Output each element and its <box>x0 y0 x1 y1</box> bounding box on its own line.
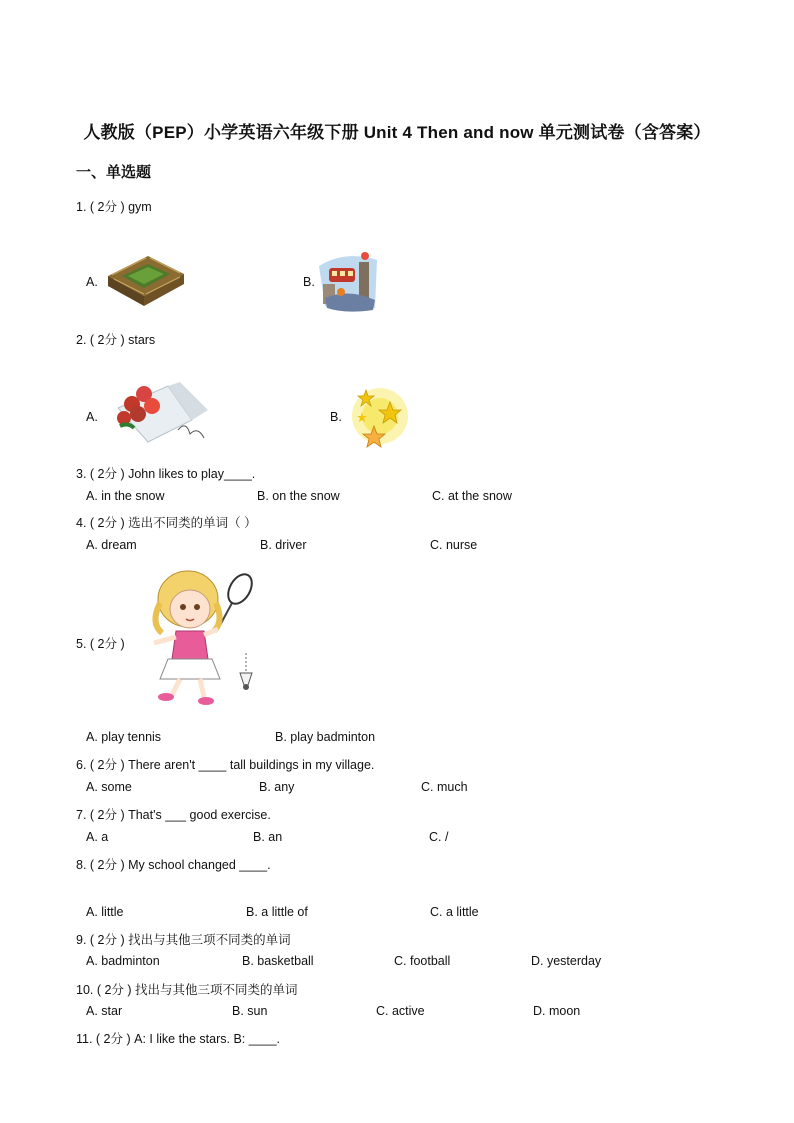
question-3-option-c: C. at the snow <box>432 489 512 503</box>
question-11-stem: 11. ( 2分 ) A: I like the stars. B: ____. <box>76 1032 281 1046</box>
question-5-option-a: A. play tennis <box>86 730 162 744</box>
girl-badminton-image <box>132 563 264 713</box>
question-10-option-d: D. moon <box>533 1004 581 1018</box>
question-10-option-a: A. star <box>86 1004 123 1018</box>
question-3-option-a: A. in the snow <box>86 489 165 503</box>
question-8-option-b: B. a little of <box>246 905 308 919</box>
section-heading: 一、单选题 <box>76 164 152 181</box>
question-9-option-c: C. football <box>394 954 451 968</box>
question-4-option-b: B. driver <box>260 538 307 552</box>
question-6-option-a: A. some <box>86 780 132 794</box>
question-6-stem: 6. ( 2分 ) There aren't ____ tall buildings in my village. <box>76 758 375 772</box>
question-8-stem: 8. ( 2分 ) My school changed ____. <box>76 858 271 872</box>
stars-image <box>344 382 410 450</box>
question-5-option-b: B. play badminton <box>275 730 376 744</box>
flower-bouquet-image <box>108 380 218 450</box>
question-1-stem: 1. ( 2分 ) gym <box>76 200 152 214</box>
question-9-option-a: A. badminton <box>86 954 160 968</box>
question-9-option-b: B. basketball <box>242 954 314 968</box>
gym-stadium-image <box>100 248 190 310</box>
question-4-option-a: A. dream <box>86 538 137 552</box>
question-8-option-c: C. a little <box>430 905 479 919</box>
question-1-option-a-label: A. <box>86 275 98 289</box>
question-10-option-c: C. active <box>376 1004 425 1018</box>
question-6-option-b: B. any <box>259 780 295 794</box>
city-scene-image <box>315 248 381 316</box>
question-10-option-b: B. sun <box>232 1004 268 1018</box>
document-title: 人教版（PEP）小学英语六年级下册 Unit 4 Then and now 单元测试卷（含答案） <box>83 123 711 142</box>
question-9-option-d: D. yesterday <box>531 954 602 968</box>
question-7-option-c: C. / <box>429 830 449 844</box>
question-4-stem: 4. ( 2分 ) 选出不同类的单词（ ） <box>76 516 257 530</box>
question-10-stem: 10. ( 2分 ) 找出与其他三项不同类的单词 <box>76 983 298 997</box>
question-3-stem: 3. ( 2分 ) John likes to play____. <box>76 467 256 481</box>
question-9-stem: 9. ( 2分 ) 找出与其他三项不同类的单词 <box>76 933 291 947</box>
question-8-option-a: A. little <box>86 905 124 919</box>
question-2-stem: 2. ( 2分 ) stars <box>76 333 156 347</box>
question-6-option-c: C. much <box>421 780 468 794</box>
question-4-option-c: C. nurse <box>430 538 478 552</box>
question-3-option-b: B. on the snow <box>257 489 340 503</box>
question-1-option-b-label: B. <box>303 275 315 289</box>
question-7-option-b: B. an <box>253 830 283 844</box>
question-2-option-a-label: A. <box>86 410 98 424</box>
question-5-stem: 5. ( 2分 ) <box>76 637 125 651</box>
question-2-option-b-label: B. <box>330 410 342 424</box>
question-7-option-a: A. a <box>86 830 109 844</box>
question-7-stem: 7. ( 2分 ) That's ___ good exercise. <box>76 808 271 822</box>
